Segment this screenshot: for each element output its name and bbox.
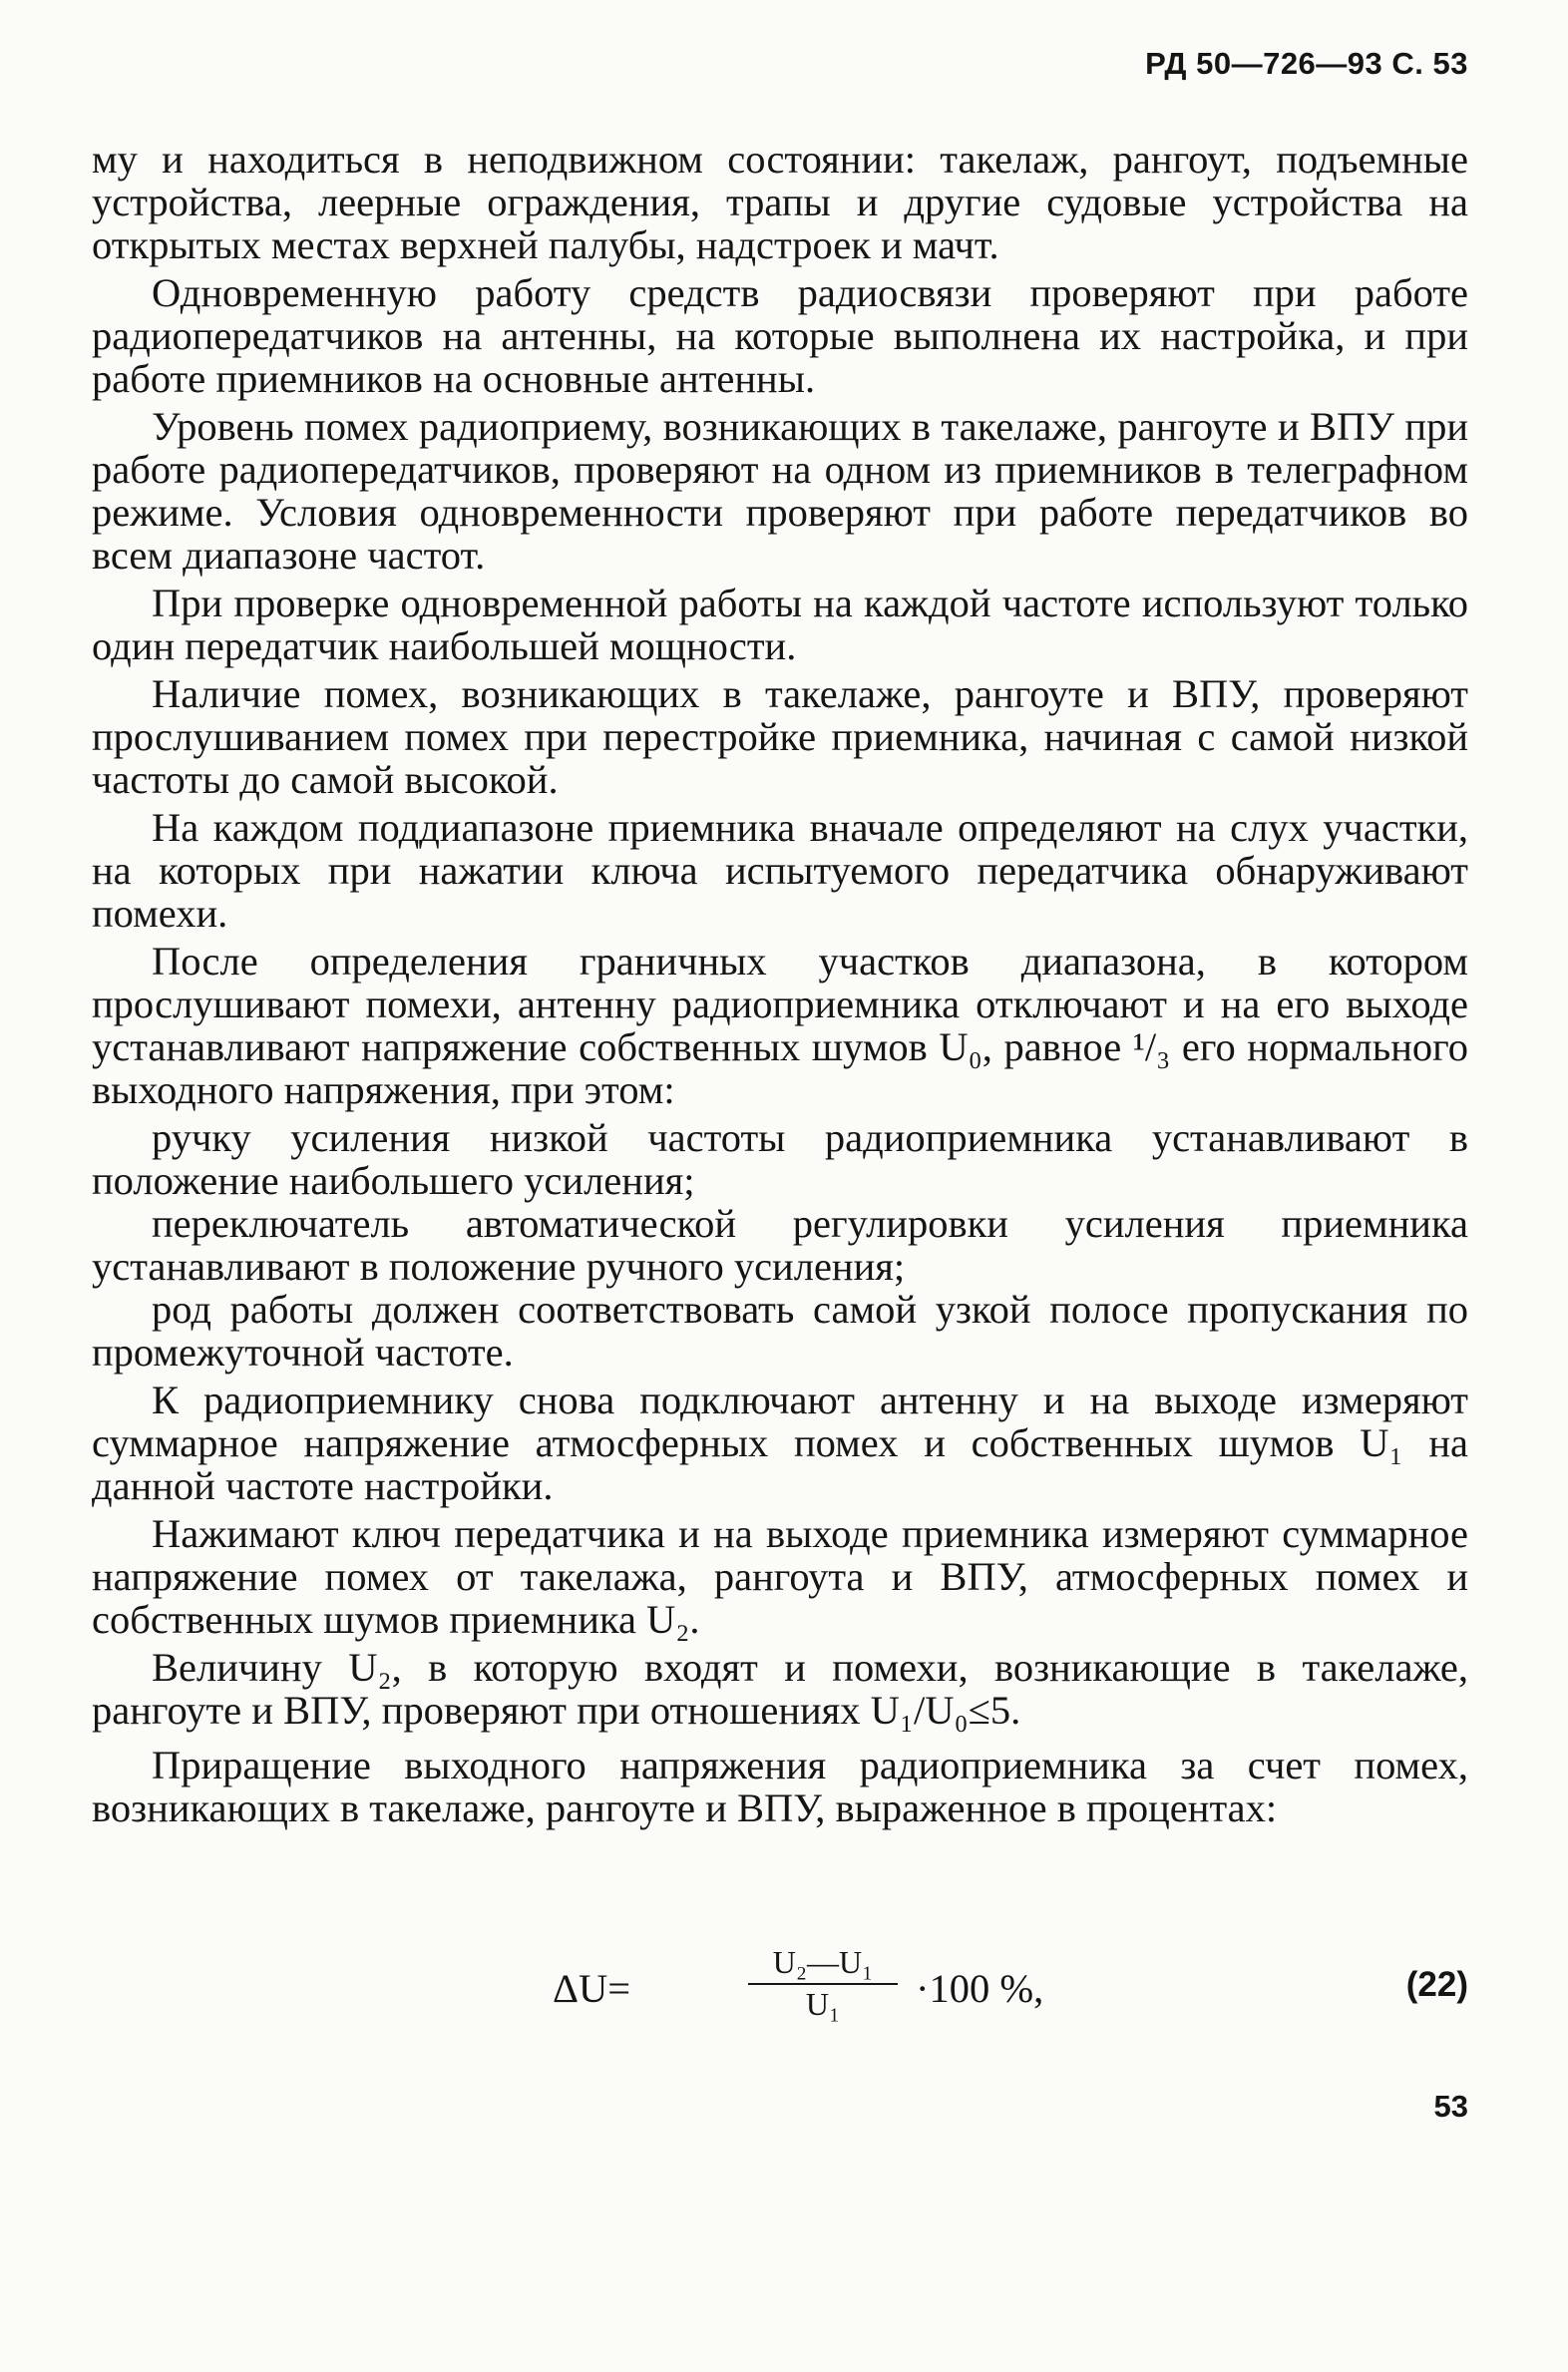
paragraph: Приращение выходного напряжения радиоприемника за счет помех, возникающих в такелаже, рангоуте и ВПУ, выраженное в процентах: — [92, 1743, 1468, 1830]
equation — [92, 1943, 1468, 2033]
paragraph: Величину U₂, в которую входят и помехи, возникающие в такелаже, рангоуте и ВПУ, проверяют при отношениях U₁/U₀≤5. — [92, 1645, 1468, 1733]
equation-lhs: ΔU= — [553, 1966, 631, 2011]
fraction-denominator: U₁ — [805, 1986, 841, 2022]
body-text — [92, 138, 1468, 1834]
page-number: 53 — [1433, 2089, 1468, 2124]
paragraph-continuation: му и находиться в неподвижном состоянии: такелаж, рангоут, подъемные устройства, леерные ограждения, трапы и другие судовые устройства на открытых местах верхней палубы, надстроек и мачт. — [92, 137, 1468, 267]
running-header: РД 50—726—93 С. 53 — [1145, 46, 1468, 81]
list-item: ручку усиления низкой частоты радиоприемника устанавливают в положение наибольшего усиления; — [92, 1115, 1468, 1203]
list-item: род работы должен соответствовать самой узкой полосе пропускания по промежуточной частоте. — [92, 1287, 1468, 1375]
list-item: переключатель автоматической регулировки усиления приемника устанавливают в положение ручного усиления; — [92, 1201, 1468, 1289]
equation-number: (22) — [1405, 1965, 1468, 2004]
paragraph: Одновременную работу средств радиосвязи проверяют при работе радиопередатчиков на антенны, на которые выполнена их настройка, и при работе приемников на основные антенны. — [92, 270, 1468, 401]
paragraph: При проверке одновременной работы на каждой частоте используют только один передатчик наибольшей мощности. — [92, 581, 1468, 668]
equation-rhs: ·100 %, — [916, 1966, 1044, 2011]
equation-fraction — [748, 1943, 898, 2023]
paragraph: После определения граничных участков диапазона, в котором прослушивают помехи, антенну радиоприемника отключают и на его выходе устанавливают напряжение собственных шумов U₀, равное ¹/₃ его нормального выходного напряжения, при этом: — [92, 939, 1468, 1112]
paragraph: Наличие помех, возникающих в такелаже, рангоуте и ВПУ, проверяют прослушиванием помех при перестройке приемника, начиная с самой низкой частоты до самой высокой. — [92, 671, 1468, 802]
fraction-numerator: U₂—U₁ — [748, 1943, 898, 1985]
paragraph: К радиоприемнику снова подключают антенну и на выходе измеряют суммарное напряжение атмосферных помех и собственных шумов U₁ на данной частоте настройки. — [92, 1378, 1468, 1508]
paragraph: Уровень помех радиоприему, возникающих в такелаже, рангоуте и ВПУ при работе радиопередатчиков, проверяют на одном из приемников в телеграфном режиме. Условия одновременности проверяют при работе передатчиков во всем диапазоне частот. — [92, 404, 1468, 578]
paragraph: На каждом поддиапазоне приемника вначале определяют на слух участки, на которых при нажатии ключа испытуемого передатчика обнаруживают помехи. — [92, 805, 1468, 936]
paragraph: Нажимают ключ передатчика и на выходе приемника измеряют суммарное напряжение помех от такелажа, рангоута и ВПУ, атмосферных помех и собственных шумов приемника U₂. — [92, 1511, 1468, 1642]
